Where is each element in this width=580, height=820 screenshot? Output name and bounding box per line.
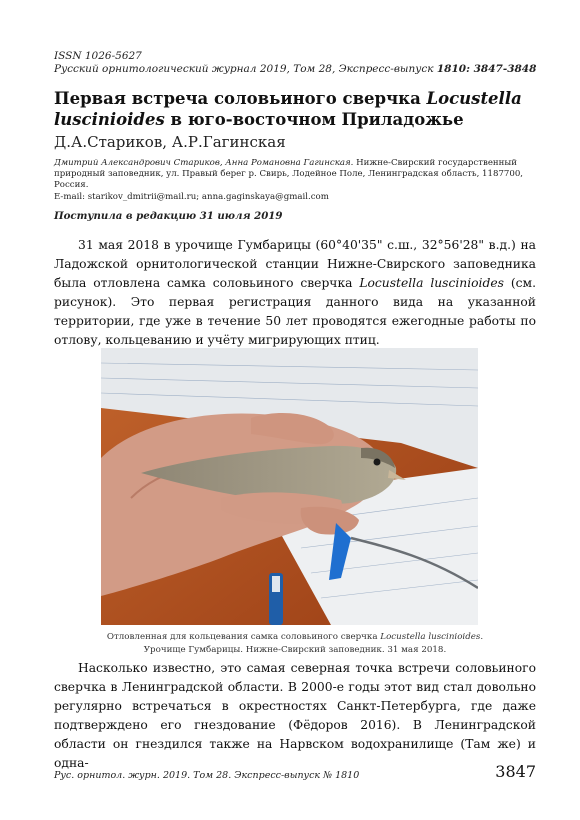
- received-date: Поступила в редакцию 31 июля 2019: [54, 210, 283, 222]
- paragraph-2: [54, 659, 536, 773]
- email-line[interactable]: E-mail: starikov_dmitrii@mail.ru; anna.gaginskaya@gmail.com: [54, 191, 329, 202]
- figure-caption: [54, 631, 536, 657]
- title-species: Locustella luscinioides: [54, 89, 522, 129]
- caption-period: .: [480, 632, 484, 642]
- author-full-names: Дмитрий Александрович Стариков, Анна Романовна Гагинская.: [54, 158, 354, 168]
- paragraph-1-text-a: 31 мая 2018 в урочище Гумбарицы (60°40'35" с.ш., 32°56'28" в.д.) на Ладожской орнитологической станции Нижне-Свирского заповедника была отловлена самка соловьиного сверчка: [54, 238, 536, 290]
- bird-in-hand-illustration: [101, 348, 478, 625]
- journal-header: [54, 50, 536, 76]
- caption-species: Locustella luscinioides: [380, 632, 481, 642]
- issue-number: 1810: [436, 63, 467, 75]
- paragraph-1-species: Locustella luscinioides: [359, 276, 504, 290]
- paragraph-1: [54, 236, 536, 350]
- caption-line-1: [54, 631, 536, 644]
- article-title: [54, 88, 534, 130]
- title-part2: в юго-восточном Приладожье: [164, 110, 464, 129]
- caption-line-2: Урочище Гумбарицы. Нижне-Свирский заповедник. 31 мая 2018.: [143, 645, 447, 655]
- page-footer: Рус. орнитол. журн. 2019. Том 28. Экспресс-выпуск № 1810: [54, 770, 360, 781]
- paragraph-2-text: Насколько известно, это самая северная точка встречи соловьиного сверчка в Ленинградской области. В 2000-е годы этот вид стал довольно регулярно встречаться в окрестностях Санкт-Петербурга, где даже подтверждено его гнездование (Фёдоров 2016). В Ленинградской области он гнездился также на Нарвском водохранилище (Там же) и одна-: [54, 661, 536, 770]
- page-range: : 3847-3848: [466, 63, 537, 75]
- bird-photo: [101, 348, 478, 625]
- organization: Нижне-Свирский государственный природный заповедник, ул. Правый берег р. Свирь, Лодейное Поле, Ленинградская область, 1187700, Россия.: [54, 158, 524, 191]
- journal-citation: [54, 63, 536, 76]
- authors: Д.А.Стариков, А.Р.Гагинская: [54, 133, 286, 151]
- journal-name: Русский орнитологический журнал 2019, Том 28, Экспресс-выпуск: [54, 63, 437, 75]
- paragraph-1-text-b: (см. рисунок). Это первая регистрация данного вида на указанной территории, где уже в течение 50 лет проводятся ежегодные работы по отлову, кольцеванию и учёту мигрирующих птиц.: [54, 276, 536, 347]
- page-number: 3847: [495, 762, 536, 781]
- issn: ISSN 1026-5627: [54, 50, 142, 62]
- affiliation: [54, 158, 534, 203]
- title-part1: Первая встреча соловьиного сверчка: [54, 89, 427, 108]
- caption-text: Отловленная для кольцевания самка соловьиного сверчка: [106, 632, 381, 642]
